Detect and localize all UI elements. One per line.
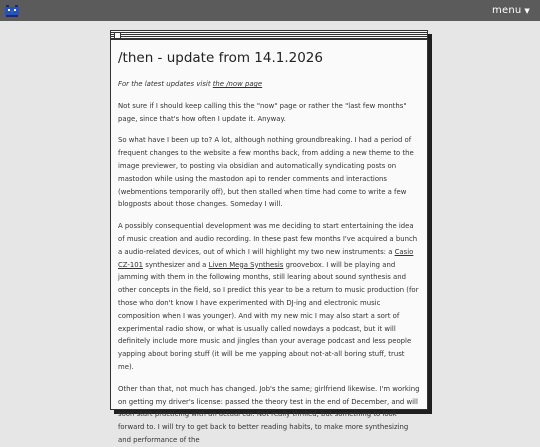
lead-text: For the latest updates visit <box>118 80 213 88</box>
menu-button[interactable] <box>492 5 530 16</box>
now-page-link[interactable]: the /now page <box>212 80 263 88</box>
casio-cz101-link[interactable]: Casio CZ-101 <box>118 247 414 269</box>
menu-label: menu <box>492 5 522 16</box>
paragraph-1: Not sure if I should keep calling this the "now" page or rather the "last few months" page, since that's how often I update it. Anyway. <box>118 101 407 123</box>
liven-mega-synthesis-link[interactable]: Liven Mega Synthesis <box>208 260 284 269</box>
paragraph-3 <box>118 220 421 374</box>
post-content <box>111 40 427 447</box>
post-window <box>110 30 428 444</box>
post-title: /then - update from 14.1.2026 <box>118 50 323 66</box>
close-box-icon[interactable] <box>114 32 121 39</box>
paragraph-4: Other than that, not much has changed. Job's the same; girlfriend likewise. I'm working on getting my driver's license: passed the theory test in the end of December, and will soon start practicing with an actual car. Not really thrilled, but something to look forward to. I will try to get back to better reading habits, to make more synthesizing and performance of the <box>118 384 420 444</box>
window-titlebar <box>111 31 427 40</box>
paragraph-3-text-a: A possibly consequential development was me deciding to start entertaining the idea of music creation and audio recording. In these past few months I've acquired a bunch a audio-related devices, out of which I will highlight my two new instruments: a <box>118 222 418 256</box>
top-navigation-bar <box>0 0 540 21</box>
lead-paragraph <box>118 78 421 91</box>
paragraph-3-text-b: synthesizer and a <box>143 260 209 269</box>
pixel-cat-logo-icon[interactable] <box>4 4 20 18</box>
chevron-down-icon: ▼ <box>524 6 530 15</box>
paragraph-3-text-c: groovebox. I will be playing and jamming with them in the following months, still learing about sound synthesis and other concepts in the field, so I predict this year to be a return to music production (for those who don't know I have experimented with DJ-ing and electronic music composition when I was younger). And with my new mic I may also start a sort of experimental radio show, or what is usually called nowdays a podcast, but it will definitely include more music and jingles than your average podcast and less people yapping about boring stuff (it will be me yapping about not-at-all boring stuff, trust me). <box>118 260 419 371</box>
paragraph-2: So what have I been up to? A lot, although nothing groundbreaking. I had a period of frequent changes to the website a few months back, from adding a new theme to the image previewer, to posting via obsidian and automatically syndicating posts on mastodon while using the mastodon api to render comments and interactions (webmentions temporarily off), but then stalled when time had come to write a few blogposts about those changes. Someday I will. <box>118 136 414 209</box>
